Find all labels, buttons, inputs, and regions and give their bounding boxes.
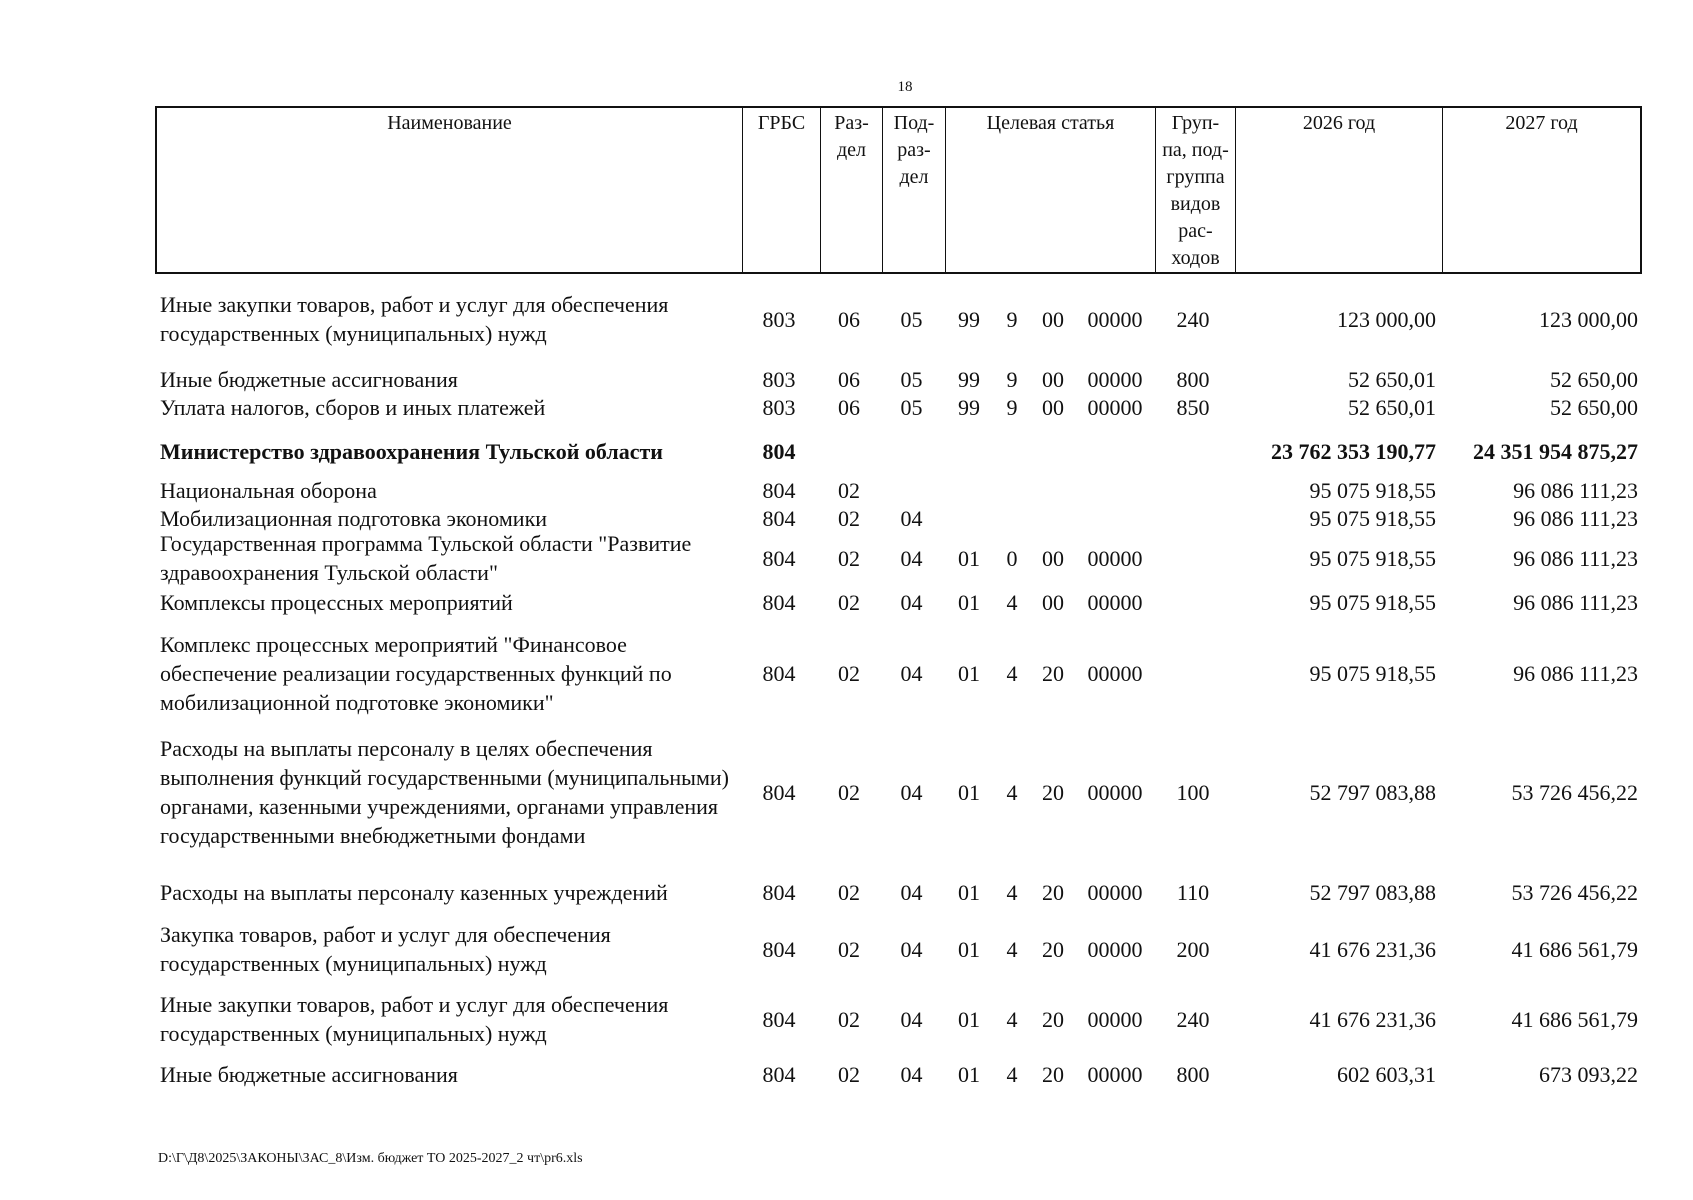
cell-y2026: 41 676 231,36 [1309,1006,1436,1032]
cell-cs3 [1029,505,1077,532]
cell-pr: 04 [900,660,923,686]
cell-name: Расходы на выплаты персоналу казенных учреждений [160,880,668,905]
header-grbs-label: ГРБС [757,112,806,134]
cell-vr [1153,589,1233,616]
cell-pr: 05 [900,306,923,332]
cell-name: Государственная программа Тульской области "Развитие здравоохранения Тульской области" [160,531,692,585]
cell-name: Комплекс процессных мероприятий "Финансовое обеспечение реализации государственных функций по мобилизационной подготовке экономики" [160,631,672,715]
cell-y2026: 95 075 918,55 [1309,590,1436,615]
cell-y2026: 23 762 353 190,77 [1271,438,1436,464]
cell-y2027: 96 086 111,23 [1513,545,1638,571]
cell-y2027: 53 726 456,22 [1511,779,1638,805]
cell-cs4 [1077,477,1153,504]
table-row [155,726,1642,858]
table-row [155,589,1642,616]
header-2026 [1235,108,1442,272]
header-gruppa-line: па, под- [1162,139,1229,161]
cell-y2027: 24 351 954 875,27 [1473,438,1638,464]
cell-name: Расходы на выплаты персоналу в целях обеспечения выполнения функций государственными (муниципальными) органами, казенными учреждениями, органами управления государственными внебюджетными фондами [160,736,729,848]
cell-cs2: 4 [1006,590,1018,615]
cell-pr: 05 [900,395,923,420]
cell-pr: 04 [900,545,923,571]
header-gruppa-line: рас- [1178,220,1213,242]
cell-grbs: 804 [762,660,796,686]
header-gruppa-line: ходов [1171,247,1220,269]
header-2027 [1442,108,1640,272]
header-razdel [820,108,882,272]
cell-cs4: 00000 [1087,779,1143,805]
table-row [155,394,1642,421]
page-number: 18 [897,79,913,95]
cell-cs3: 00 [1042,545,1064,571]
cell-name: Иные бюджетные ассигнования [160,367,458,392]
cell-cs4: 00000 [1087,1006,1143,1032]
cell-cs2: 4 [1006,779,1018,805]
table-row [155,505,1642,532]
header-podrazdel-line: дел [899,166,929,188]
cell-cs3 [1029,477,1077,504]
cell-grbs: 804 [762,936,796,962]
cell-grbs: 804 [762,1062,796,1087]
header-name-label: Наименование [387,112,512,134]
header-gruppa-line: видов [1170,193,1221,215]
cell-cs3: 00 [1042,306,1064,332]
cell-y2026: 95 075 918,55 [1309,478,1436,503]
cell-grbs: 803 [762,306,796,332]
cell-name: Иные закупки товаров, работ и услуг для обеспечения государственных (муниципальных) нужд [160,292,669,346]
cell-rz: 02 [838,506,860,531]
cell-vr: 240 [1176,306,1210,332]
cell-cs2: 4 [1006,1006,1018,1032]
cell-vr [1153,505,1233,532]
cell-vr: 850 [1176,395,1210,420]
cell-rz: 02 [838,779,860,805]
header-grbs [742,108,820,272]
cell-cs2 [995,477,1029,504]
cell-grbs: 804 [762,545,796,571]
cell-cs1 [943,436,995,466]
cell-cs2: 9 [1006,306,1018,332]
header-2027-label: 2027 год [1505,112,1578,134]
cell-cs2: 4 [1006,1062,1018,1087]
header-gruppa-line: группа [1166,166,1225,188]
cell-y2026: 95 075 918,55 [1309,545,1436,571]
cell-cs2: 9 [1006,367,1018,392]
cell-name: Комплексы процессных мероприятий [160,590,513,615]
header-gruppa [1155,108,1235,272]
cell-cs3: 00 [1042,590,1064,615]
cell-y2027: 53 726 456,22 [1511,880,1638,905]
cell-cs1: 01 [958,545,980,571]
cell-y2027: 673 093,22 [1539,1062,1638,1087]
cell-grbs: 804 [762,478,796,503]
cell-pr: 04 [900,590,923,615]
cell-cs4: 00000 [1087,395,1143,420]
table-row [155,290,1642,348]
cell-y2027: 96 086 111,23 [1513,506,1638,531]
cell-cs3 [1029,436,1077,466]
header-celevaya-label: Целевая статья [986,112,1115,134]
cell-cs2: 9 [1006,395,1018,420]
cell-grbs: 804 [762,880,796,905]
cell-rz [818,436,880,466]
cell-y2026: 123 000,00 [1337,306,1436,332]
table-row [155,1061,1642,1088]
cell-cs3: 20 [1042,880,1064,905]
table-row [155,921,1642,977]
cell-grbs: 804 [762,438,796,464]
cell-cs3: 20 [1042,779,1064,805]
cell-cs2: 4 [1006,660,1018,686]
cell-y2027: 52 650,00 [1550,367,1638,392]
cell-cs1: 01 [958,660,980,686]
cell-cs4: 00000 [1087,306,1143,332]
table-row [155,991,1642,1047]
cell-cs3: 00 [1042,367,1064,392]
header-name [157,108,742,272]
cell-grbs: 804 [762,590,796,615]
cell-cs2 [995,436,1029,466]
cell-rz: 02 [838,1006,860,1032]
cell-y2026: 52 797 083,88 [1309,779,1436,805]
cell-pr: 04 [900,880,923,905]
cell-rz: 02 [838,880,860,905]
cell-name: Иные бюджетные ассигнования [160,1062,458,1087]
cell-pr: 04 [900,779,923,805]
cell-y2027: 41 686 561,79 [1511,936,1638,962]
cell-cs1: 01 [958,880,980,905]
header-celevaya [945,108,1155,272]
cell-grbs: 804 [762,779,796,805]
header-razdel-line: Раз- [834,112,869,134]
cell-rz: 02 [838,1062,860,1087]
cell-rz: 02 [838,660,860,686]
footer-file-path: D:\Г\Д8\2025\ЗАКОНЫ\ЗАС_8\Изм. бюджет ТО 2025-2027_2 чт\pr6.xls [158,1151,583,1166]
cell-cs1: 99 [958,367,980,392]
cell-pr: 04 [900,1006,923,1032]
cell-grbs: 803 [762,367,796,392]
table-row [155,879,1642,906]
cell-cs4: 00000 [1087,880,1143,905]
cell-vr [1153,477,1233,504]
header-2026-label: 2026 год [1302,112,1376,134]
cell-rz: 06 [838,306,860,332]
cell-cs4 [1077,436,1153,466]
table-row [155,530,1642,586]
cell-cs4: 00000 [1087,545,1143,571]
cell-cs2: 4 [1006,936,1018,962]
cell-pr: 04 [900,506,923,531]
cell-grbs: 804 [762,506,796,531]
cell-pr: 04 [900,1062,923,1087]
cell-cs3: 20 [1042,936,1064,962]
cell-y2027: 52 650,00 [1550,395,1638,420]
cell-cs1: 01 [958,1006,980,1032]
cell-vr: 200 [1176,936,1210,962]
cell-y2026: 95 075 918,55 [1309,506,1436,531]
cell-cs4: 00000 [1087,590,1143,615]
cell-cs1: 99 [958,395,980,420]
cell-y2027: 96 086 111,23 [1513,478,1638,503]
table-header [155,106,1642,274]
cell-pr [880,477,943,504]
cell-cs1: 01 [958,1062,980,1087]
cell-cs3: 20 [1042,660,1064,686]
cell-cs1: 01 [958,779,980,805]
cell-cs3: 00 [1042,395,1064,420]
cell-name: Министерство здравоохранения Тульской области [160,438,663,464]
cell-cs4: 00000 [1087,660,1143,686]
cell-vr: 240 [1176,1006,1210,1032]
table-row [155,477,1642,504]
cell-grbs: 804 [762,1006,796,1032]
cell-pr: 05 [900,367,923,392]
table-row [155,631,1642,715]
cell-name: Закупка товаров, работ и услуг для обеспечения государственных (муниципальных) нужд [160,922,611,976]
cell-y2026: 52 650,01 [1348,367,1436,392]
cell-y2027: 96 086 111,23 [1513,590,1638,615]
cell-y2026: 52 650,01 [1348,395,1436,420]
cell-vr [1153,436,1233,466]
cell-vr: 800 [1176,1062,1210,1087]
cell-y2026: 95 075 918,55 [1309,660,1436,686]
cell-cs1: 99 [958,306,980,332]
cell-cs2: 0 [1006,545,1018,571]
header-gruppa-line: Груп- [1171,112,1220,134]
cell-vr [1153,631,1233,715]
cell-name: Уплата налогов, сборов и иных платежей [160,395,546,420]
cell-y2027: 123 000,00 [1539,306,1638,332]
cell-cs1: 01 [958,936,980,962]
cell-cs4 [1077,505,1153,532]
cell-rz: 02 [838,590,860,615]
cell-name: Национальная оборона [160,478,377,503]
cell-rz: 06 [838,367,860,392]
cell-vr: 110 [1176,880,1210,905]
cell-cs4: 00000 [1087,367,1143,392]
cell-cs3: 20 [1042,1062,1064,1087]
cell-y2027: 96 086 111,23 [1513,660,1638,686]
table-row [155,366,1642,393]
cell-pr: 04 [900,936,923,962]
cell-pr [880,436,943,466]
cell-rz: 02 [838,478,860,503]
cell-cs1 [943,505,995,532]
table-row [155,436,1642,466]
cell-rz: 02 [838,545,860,571]
cell-cs3: 20 [1042,1006,1064,1032]
header-podrazdel [882,108,945,272]
cell-name: Мобилизационная подготовка экономики [160,506,548,531]
cell-cs4: 00000 [1087,1062,1143,1087]
header-podrazdel-line: раз- [897,139,931,161]
cell-cs1 [943,477,995,504]
cell-grbs: 803 [762,395,796,420]
cell-vr: 800 [1176,367,1210,392]
cell-y2026: 602 603,31 [1337,1062,1436,1087]
cell-vr [1153,530,1233,586]
cell-cs2 [995,505,1029,532]
cell-y2026: 52 797 083,88 [1309,880,1436,905]
cell-cs1: 01 [958,590,980,615]
header-podrazdel-line: Под- [893,112,935,134]
cell-y2027: 41 686 561,79 [1511,1006,1638,1032]
cell-cs4: 00000 [1087,936,1143,962]
cell-rz: 06 [838,395,860,420]
cell-cs2: 4 [1006,880,1018,905]
cell-rz: 02 [838,936,860,962]
cell-vr: 100 [1176,779,1210,805]
cell-y2026: 41 676 231,36 [1309,936,1436,962]
header-razdel-line: дел [836,139,867,161]
cell-name: Иные закупки товаров, работ и услуг для обеспечения государственных (муниципальных) нужд [160,992,669,1046]
